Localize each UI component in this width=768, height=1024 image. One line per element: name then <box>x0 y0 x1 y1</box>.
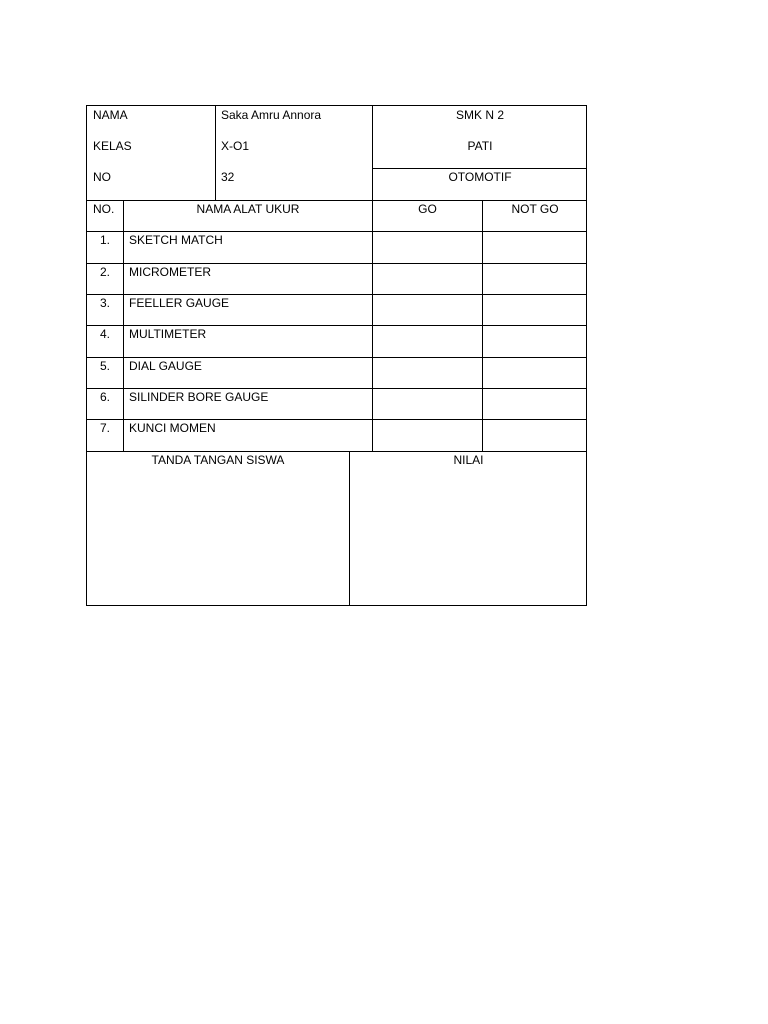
row-tool-name: MULTIMETER <box>129 327 207 341</box>
row-number: 3. <box>99 296 110 310</box>
row-line <box>87 357 587 358</box>
label-kelas: KELAS <box>93 139 132 153</box>
row-number: 7. <box>99 421 110 435</box>
row-line <box>87 388 587 389</box>
header-bottom-line <box>87 200 587 201</box>
row-number: 6. <box>99 390 110 404</box>
row-line <box>87 231 587 232</box>
footer-divider <box>349 451 350 606</box>
col-header-name: NAMA ALAT UKUR <box>196 202 300 216</box>
signature-label: TANDA TANGAN SISWA <box>151 453 285 467</box>
row-tool-name: MICROMETER <box>129 265 211 279</box>
value-nama: Saka Amru Annora <box>221 108 322 122</box>
header-divider-label-value <box>215 106 216 200</box>
col-header-go: GO <box>418 202 437 216</box>
value-no: 32 <box>221 170 235 184</box>
label-no: NO <box>93 170 111 184</box>
row-number: 4. <box>99 327 110 341</box>
row-line <box>87 294 587 295</box>
row-tool-name: SILINDER BORE GAUGE <box>129 390 269 404</box>
row-line <box>87 451 587 452</box>
label-nama: NAMA <box>93 108 128 122</box>
col-header-no: NO. <box>93 202 115 216</box>
score-label: NILAI <box>453 453 484 467</box>
row-number: 2. <box>99 265 110 279</box>
value-kelas: X-O1 <box>221 139 250 153</box>
measuring-tools-form <box>86 105 587 606</box>
row-tool-name: DIAL GAUGE <box>129 359 202 373</box>
row-line <box>87 325 587 326</box>
row-tool-name: KUNCI MOMEN <box>129 421 216 435</box>
row-number: 5. <box>99 359 110 373</box>
school-city: PATI <box>467 139 493 153</box>
school-department-divider <box>372 168 587 169</box>
row-tool-name: FEELLER GAUGE <box>129 296 230 310</box>
row-number: 1. <box>99 233 110 247</box>
row-tool-name: SKETCH MATCH <box>129 233 223 247</box>
school-name: SMK N 2 <box>455 108 504 122</box>
col-header-notgo: NOT GO <box>511 202 559 216</box>
row-line <box>87 263 587 264</box>
department: OTOMOTIF <box>448 170 512 184</box>
row-line <box>87 419 587 420</box>
